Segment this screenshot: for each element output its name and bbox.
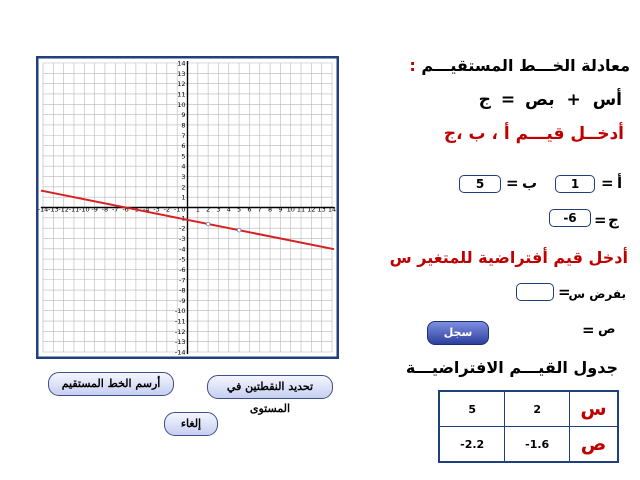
draw-line-button[interactable]: أرسم الخط المستقيم [48, 372, 174, 396]
x-tick-label: 1 [195, 205, 200, 214]
cancel-button[interactable]: إلغاء [164, 412, 218, 436]
values-table-title: جدول القيـــم الافتراضيـــة [405, 358, 618, 377]
y-tick-label: -13 [174, 338, 186, 347]
enter-coefficients-heading: أدخــل قيـــم أ ، ب ،ج [443, 124, 624, 144]
y-tick-label: -9 [179, 296, 186, 305]
equation-title [409, 56, 630, 75]
x-tick-label: -6 [122, 205, 129, 214]
plotted-point [237, 228, 241, 232]
save-values-button[interactable]: سجل القيم [427, 321, 489, 345]
y-tick-label: -6 [179, 265, 186, 274]
b-equals: = [506, 174, 519, 192]
x-tick-label: 3 [216, 205, 221, 214]
table-cell: -1.6 [505, 427, 570, 463]
y-tick-label: 12 [177, 80, 186, 89]
equation-colon: : [409, 56, 416, 75]
y-tick-label: -12 [174, 327, 186, 336]
y-tick-label: -3 [179, 234, 186, 243]
assume-x-label: بفرض س [568, 287, 626, 301]
y-tick-label: -7 [179, 276, 186, 285]
y-tick-label: 14 [177, 59, 186, 68]
x-tick-label: 11 [296, 205, 306, 214]
x-value-input[interactable] [516, 283, 554, 301]
x-tick-label: 8 [268, 205, 273, 214]
x-tick-label: -2 [163, 205, 171, 214]
x-tick-label: -10 [78, 205, 90, 214]
x-tick-label: -14 [37, 205, 49, 214]
x-tick-label: -13 [48, 205, 59, 214]
a-label: أ [617, 174, 623, 192]
x-tick-label: -1 [173, 205, 181, 214]
y-tick-label: 4 [181, 162, 186, 171]
a-equals: = [601, 174, 614, 192]
y-tick-label: 13 [177, 69, 186, 78]
form-a-term: أس [592, 90, 622, 110]
y-tick-label: -10 [174, 307, 186, 316]
x-tick-label: 2 [206, 205, 211, 214]
y-label: ص [598, 322, 616, 337]
assume-x-equals: = [558, 283, 571, 301]
origin-label: 0 [181, 205, 186, 214]
x-tick-label: 10 [286, 205, 295, 214]
equation-title-text: معادلة الخـــط المستقيـــم [421, 56, 630, 75]
y-tick-label: 7 [181, 131, 186, 140]
y-tick-label: 3 [181, 173, 186, 182]
y-tick-label: -8 [179, 286, 186, 295]
x-tick-label: -3 [153, 205, 160, 214]
y-tick-label: -11 [174, 317, 186, 326]
x-tick-label: 9 [278, 205, 283, 214]
table-cell: 5 [439, 391, 505, 427]
assume-x-heading: أدخل قيم أفتراضية للمتغير س [389, 248, 628, 267]
y-tick-label: 1 [181, 193, 186, 202]
y-tick-label: -5 [179, 255, 186, 264]
x-tick-label: 5 [237, 205, 242, 214]
y-tick-label: 2 [181, 183, 186, 192]
y-tick-label: 9 [181, 111, 186, 120]
y-tick-label: 8 [181, 121, 186, 130]
y-equals: = [582, 321, 595, 339]
values-table [438, 390, 619, 463]
x-tick-label: -4 [142, 205, 150, 214]
a-input[interactable]: 1 [555, 175, 595, 193]
y-tick-label: -4 [179, 245, 186, 254]
general-form [479, 90, 622, 110]
c-input[interactable]: -6 [549, 209, 591, 227]
y-tick-label: 6 [181, 142, 186, 151]
b-input[interactable]: 5 [459, 175, 501, 193]
y-tick-label: -14 [174, 348, 186, 357]
x-tick-label: 14 [327, 205, 337, 214]
x-tick-label: -7 [112, 205, 119, 214]
x-tick-label: -8 [101, 205, 109, 214]
y-tick-label: -2 [179, 224, 186, 233]
x-tick-label: 6 [247, 205, 252, 214]
form-plus: + [566, 90, 581, 110]
x-tick-label: -11 [68, 205, 80, 214]
form-c-term: ج [478, 90, 491, 110]
y-tick-label: 10 [177, 100, 186, 109]
form-b-term: بص [525, 90, 555, 110]
table-row-x [439, 391, 618, 427]
form-equals: = [500, 90, 516, 110]
x-tick-label: 13 [317, 205, 326, 214]
table-row-y [439, 427, 618, 463]
c-equals: = [594, 211, 607, 229]
x-tick-label: 7 [257, 205, 262, 214]
locate-points-button[interactable]: تحديد النقطتين في المستوى [207, 375, 333, 399]
coordinate-plane [36, 56, 339, 359]
y-row-header: ص [570, 427, 619, 463]
x-row-header: س [570, 391, 619, 427]
x-tick-label: 4 [226, 205, 231, 214]
x-tick-label: -9 [91, 205, 98, 214]
table-cell: -2.2 [439, 427, 505, 463]
y-tick-label: 11 [177, 90, 186, 99]
plotted-point [206, 222, 210, 226]
table-cell: 2 [505, 391, 570, 427]
y-tick-label: 5 [181, 152, 186, 161]
b-label: ب [522, 174, 538, 192]
x-tick-label: 12 [307, 205, 316, 214]
x-tick-label: -12 [58, 205, 69, 214]
c-label: ج [608, 211, 619, 229]
